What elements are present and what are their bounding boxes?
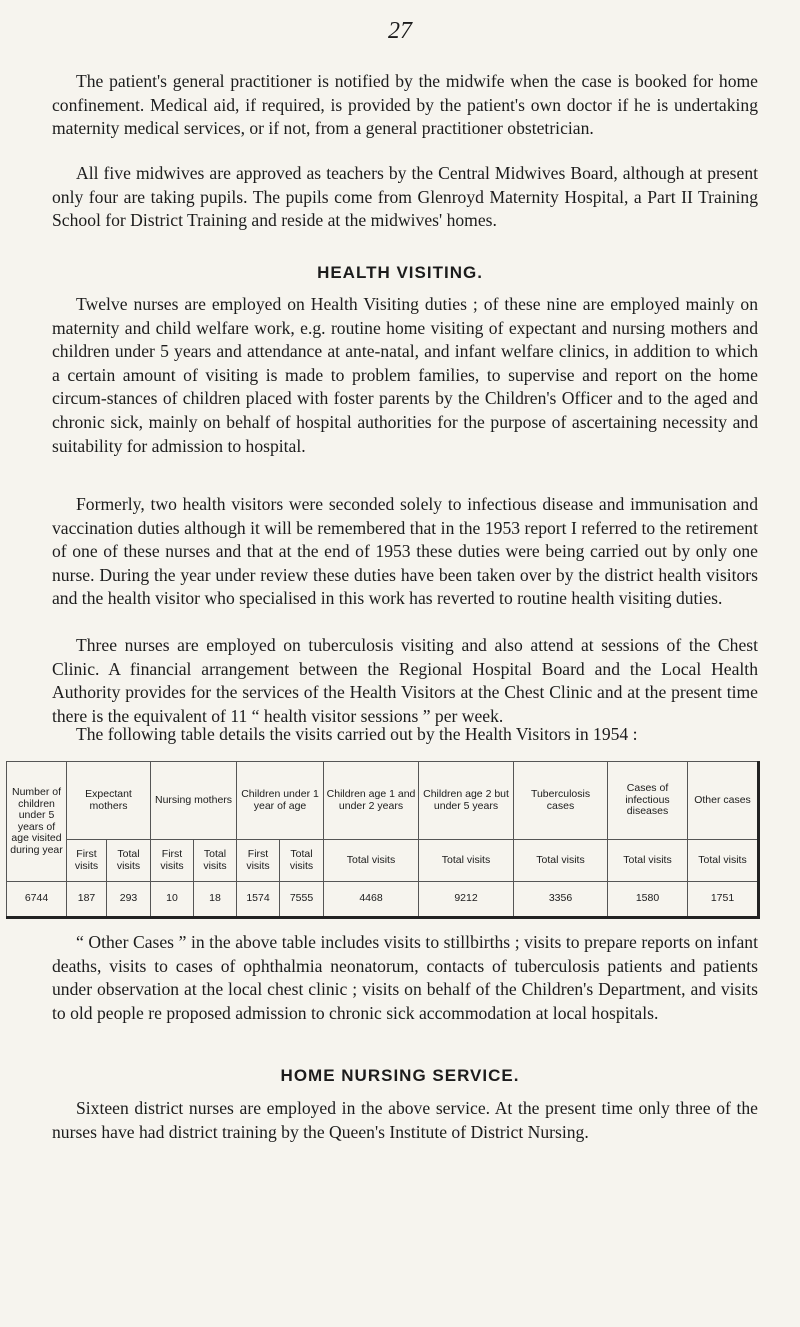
subheader-total-visits: Total visits <box>608 840 688 882</box>
table-cell: 7555 <box>280 882 324 918</box>
health-visits-table <box>6 761 760 919</box>
page-number: 27 <box>388 18 412 44</box>
table-cell: 293 <box>107 882 151 918</box>
header-other-cases: Other cases <box>688 762 759 840</box>
table-cell: 1580 <box>608 882 688 918</box>
subheader-total-visits: Total visits <box>324 840 419 882</box>
subheader-total-visits: Total visits <box>419 840 514 882</box>
subheader-total-visits: Total visits <box>514 840 608 882</box>
table-cell: 6744 <box>7 882 67 918</box>
paragraph-tuberculosis-visiting: Three nurses are employed on tuberculosis visiting and also attend at sessions of the Chest Clinic. A financial arrangement between the Regional Hospital Board and the Local Health Authority provides for the services of the Health Visitors at the Chest Clinic and at the present time there is the equivalent of 11 “ health visitor sessions ” per week. <box>52 635 758 726</box>
paragraph-other-cases-note: “ Other Cases ” in the above table includes visits to stillbirths ; visits to prepare reports on infant deaths, visits to cases of ophthalmia neonatorum, contacts of tuberculosis patients and patients under observation at the local chest clinic ; visits on behalf of the Children's Department, and visits to old people re proposed admission to chronic sick accommodation at local hospitals. <box>52 932 758 1023</box>
table-cell: 187 <box>67 882 107 918</box>
header-nursing-mothers: Nursing mothers <box>151 762 237 840</box>
subheader-total-visits: Total visits <box>688 840 759 882</box>
header-expectant-mothers: Expectant mothers <box>67 762 151 840</box>
subheader-total-visits: Total visits <box>194 840 237 882</box>
table-cell: 4468 <box>324 882 419 918</box>
header-tuberculosis-cases: Tuberculosis cases <box>514 762 608 840</box>
table-cell: 9212 <box>419 882 514 918</box>
header-children-2-to-5: Children age 2 but under 5 years <box>419 762 514 840</box>
paragraph-midwives-teachers: All five midwives are approved as teachers by the Central Midwives Board, although at present only four are taking pupils. The pupils come from Glenroyd Maternity Hospital, a Part II Training School for District Training and reside at the midwives' homes. <box>52 163 758 231</box>
table-cell: 3356 <box>514 882 608 918</box>
table-cell: 10 <box>151 882 194 918</box>
heading-home-nursing: HOME NURSING SERVICE. <box>280 1066 520 1085</box>
subheader-first-visits: First visits <box>67 840 107 882</box>
paragraph-table-intro: The following table details the visits carried out by the Health Visitors in 1954 : <box>76 724 638 744</box>
subheader-total-visits: Total visits <box>280 840 324 882</box>
subheader-first-visits: First visits <box>237 840 280 882</box>
subheader-first-visits: First visits <box>151 840 194 882</box>
table-cell: 18 <box>194 882 237 918</box>
paragraph-health-visiting-duties: Twelve nurses are employed on Health Visiting duties ; of these nine are employed mainly on maternity and child welfare work, e.g. routine home visiting of expectant and nursing mothers and children under 5 years and attendance at ante-natal, and infant welfare clinics, in addition to which a certain amount of visiting is made to problem families, to supervise and report on the home circum-stances of children placed with foster parents by the Children's Officer and to the aged and chronic sick, mainly on behalf of hospital authorities for the purpose of ascertaining necessity and suitability for admission to hospital. <box>52 294 758 456</box>
header-children-1-to-2: Children age 1 and under 2 years <box>324 762 419 840</box>
paragraph-gp-notification: The patient's general practitioner is notified by the midwife when the case is booked for home confinement. Medical aid, if required, is provided by the patient's own doctor if he is undertaking maternity medical services, or if not, from a general practitioner obstetrician. <box>52 71 758 139</box>
paragraph-seconded-visitors: Formerly, two health visitors were seconded solely to infectious disease and immunisation and vaccination duties although it will be remembered that in the 1953 report I referred to the retirement of one of these nurses and that at the end of 1953 these duties were being carried out by only one nurse. During the year under review these duties have been taken over by the district health visitors and the health visitor who specialised in this work has reverted to routine health visiting duties. <box>52 494 758 609</box>
header-infectious-diseases: Cases of infectious diseases <box>608 762 688 840</box>
table-cell: 1574 <box>237 882 280 918</box>
table-cell: 1751 <box>688 882 759 918</box>
header-children-visited: Number of children under 5 years of age visited during year <box>7 762 67 882</box>
subheader-total-visits: Total visits <box>107 840 151 882</box>
paragraph-home-nursing: Sixteen district nurses are employed in the above service. At the present time only three of the nurses have had district training by the Queen's Institute of District Nursing. <box>52 1098 758 1142</box>
header-children-under-1: Children under 1 year of age <box>237 762 324 840</box>
heading-health-visiting: HEALTH VISITING. <box>317 263 483 282</box>
